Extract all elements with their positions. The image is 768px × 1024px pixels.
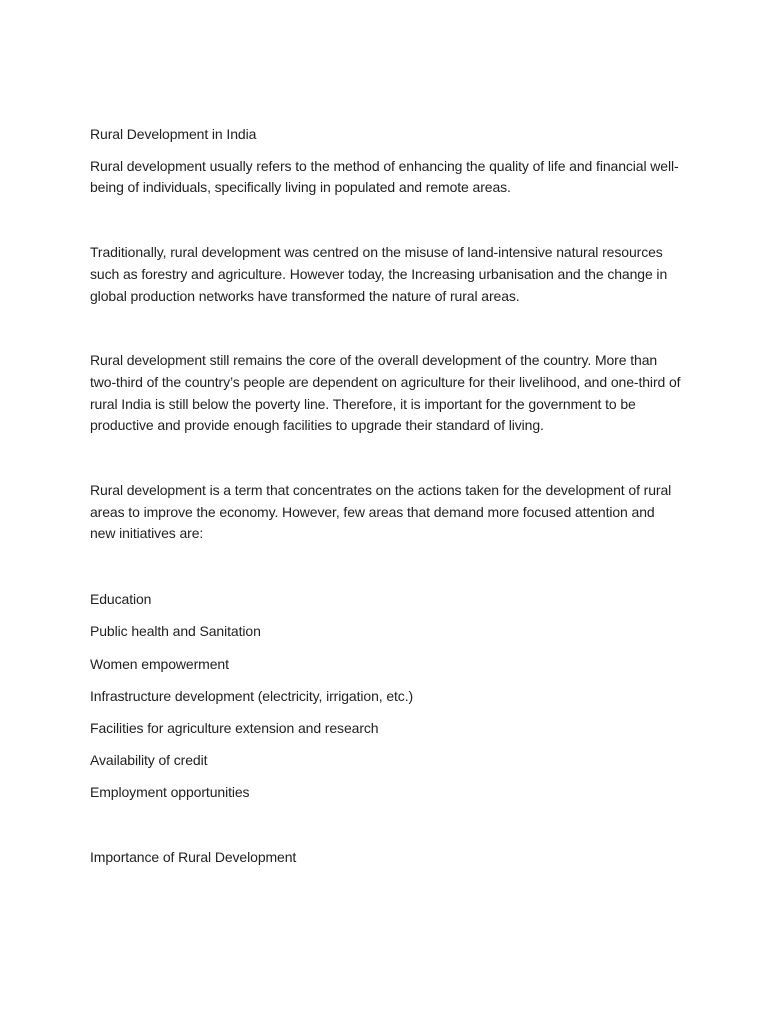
paragraph-2: Traditionally, rural development was centred on the misuse of land-intensive natural resources such as forestry and agriculture. However today, the Increasing urbanisation and the change in global production networks have transformed the nature of rural areas. (90, 244, 668, 304)
focus-area-public-health: Public health and Sanitation (90, 623, 261, 640)
paragraph-1: Rural development usually refers to the method of enhancing the quality of life and financial well-being of individuals, specifically living in populated and remote areas. (90, 157, 679, 196)
focus-area-credit: Availability of credit (90, 752, 208, 769)
document-content (90, 124, 682, 869)
focus-area-employment: Employment opportunities (90, 784, 250, 801)
document-title: Rural Development in India (90, 126, 257, 142)
focus-area-infrastructure: Infrastructure development (electricity, irrigation, etc.) (90, 687, 414, 704)
paragraph-4: Rural development is a term that concentrates on the actions taken for the development of rural areas to improve the economy. However, few areas that demand more focused attention and new initiatives are: (90, 482, 672, 542)
focus-area-women-empowerment: Women empowerment (90, 655, 229, 672)
focus-area-agriculture-research: Facilities for agriculture extension and research (90, 719, 379, 736)
section-heading: Importance of Rural Development (90, 849, 297, 866)
focus-area-education: Education (90, 591, 152, 608)
paragraph-3: Rural development still remains the core of the overall development of the country. More than two-third of the country’s people are dependent on agriculture for their livelihood, and one-third of rural India is still below the poverty line. Therefore, it is important for the government to be productive and provide enough facilities to upgrade their standard of living. (90, 352, 681, 434)
